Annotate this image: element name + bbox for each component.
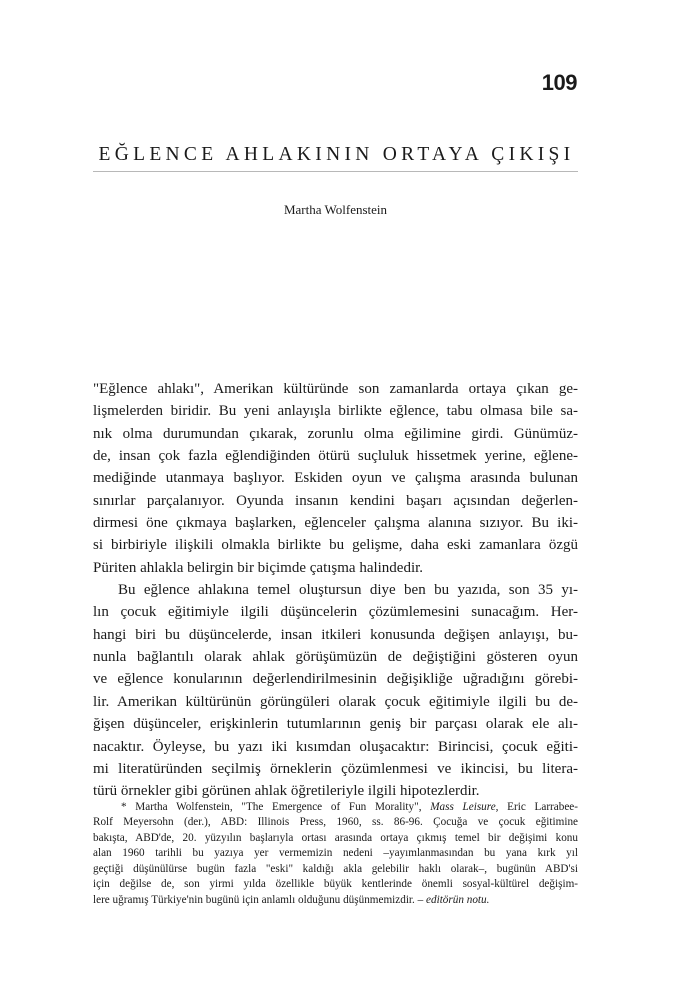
footnote-book-title: Mass Leisure,	[430, 801, 499, 813]
article-title: EĞLENCE AHLAKININ ORTAYA ÇIKIŞI	[98, 144, 575, 165]
footnote-line: için değilse de, son yirmi yılda özellikle büyük kentlerinde önemli sosyal-kültürel değişim-	[93, 878, 578, 891]
footnote-text: Eric Larrabee-	[498, 801, 578, 813]
body-line: dirmesi öne çıkmaya başlarken, eğlenceler çalışma alanına sızıyor. Bu iki-	[93, 515, 578, 532]
body-line: nunla bağlantılı olarak ahlak görüşümüzün de değiştiğini gösteren oyun	[93, 649, 578, 666]
footnote-line	[93, 893, 578, 908]
body-line: hangi biri bu düşüncelerde, insan itkileri konusunda değişen anlayışı, bu-	[93, 626, 578, 643]
body-line: nık olma durumundan çıkarak, zorunlu olma eğilimine girdi. Günümüz-	[93, 425, 578, 442]
author-name: Martha Wolfenstein	[283, 202, 388, 217]
body-line: sınırlar parçalanıyor. Oyunda insanın kendini başarı açısından değerlen-	[93, 492, 578, 509]
body-line: türü örnekler gibi görünen ahlak öğretileriyle ilgili hipotezlerdir.	[93, 783, 480, 800]
footnote-line: alan 1960 tarihli bu yazıya yer vermemizin nedeni –yayımlanmasından bu yana kırk yıl	[93, 847, 578, 860]
body-line: ğişen düşünceler, erişkinlerin tutumlarının geniş bir parçası olarak ele alı-	[93, 716, 578, 733]
footnote-line: bakışta, ABD'de, 20. yüzyılın başlarıyla ortası arasında ortaya çıkmış temel bir değişimi konu	[93, 831, 578, 844]
footnote-text: lere uğramış Türkiye'nin bugünü için anlamlı olduğunu düşünmemizdir. –	[93, 893, 427, 906]
title-divider	[93, 171, 578, 172]
editor-note: editörün notu.	[426, 893, 490, 906]
footnote-line: Rolf Meyersohn (der.), ABD: Illinois Press, 1960, ss. 86-96. Çocuğa ve çocuk eğitimine	[93, 816, 578, 829]
body-line: de, insan çok fazla eğlendiğinden ötürü suçluluk hissetmek yerine, eğlene-	[93, 448, 578, 465]
page-number: 109	[541, 70, 577, 95]
body-line: lişmelerden biridir. Bu yeni anlayışla birlikte eğlence, tabu olmasa bile sa-	[93, 403, 578, 420]
paragraph-2	[93, 579, 578, 802]
article-body	[93, 378, 578, 803]
body-line: Püriten ahlakla belirgin bir biçimde çatışma halindedir.	[93, 559, 424, 576]
body-line: ve eğlence konularının değerlendirilmesinin değişikliğe uğradığını görebi-	[93, 671, 578, 688]
body-line: mediğinde utanmaya başlıyor. Eskiden oyun ve çalışma arasında bulunan	[93, 470, 578, 487]
footnote-text: * Martha Wolfenstein, "The Emergence of Fun Morality",	[121, 801, 431, 813]
body-line: si birbiriyle ilişkili olmakla birlikte bu gelişme, daha eski zamanlara özgü	[93, 537, 578, 554]
body-line: nacaktır. Öyleyse, bu yazı iki kısımdan oluşacaktır: Birincisi, çocuk eğiti-	[93, 738, 578, 755]
body-line: "Eğlence ahlakı", Amerikan kültüründe son zamanlarda ortaya çıkan ge-	[93, 381, 578, 397]
paragraph-1	[93, 378, 578, 579]
body-line: Bu eğlence ahlakına temel oluştursun diye ben bu yazıda, son 35 yı-	[118, 582, 578, 599]
body-line: mi literatüründen seçilmiş örneklerin çözümlenmesi ve ikincisi, bu litera-	[93, 760, 578, 777]
footnote-line: geçtiği düşünülürse bugün fazla "eski" kaldığı akla gelebilir haklı olarak–, bugünün ABD'si	[93, 862, 578, 875]
body-line: lın çocuk eğitimiyle ilgili düşüncelerin çözümlemesini sunacağım. Her-	[93, 604, 578, 621]
footnote-line	[93, 800, 578, 815]
body-line: lir. Amerikan kültürünün görüngüleri olarak çocuk eğitimiyle ilgili bu de-	[93, 693, 578, 710]
footnote	[93, 800, 578, 908]
